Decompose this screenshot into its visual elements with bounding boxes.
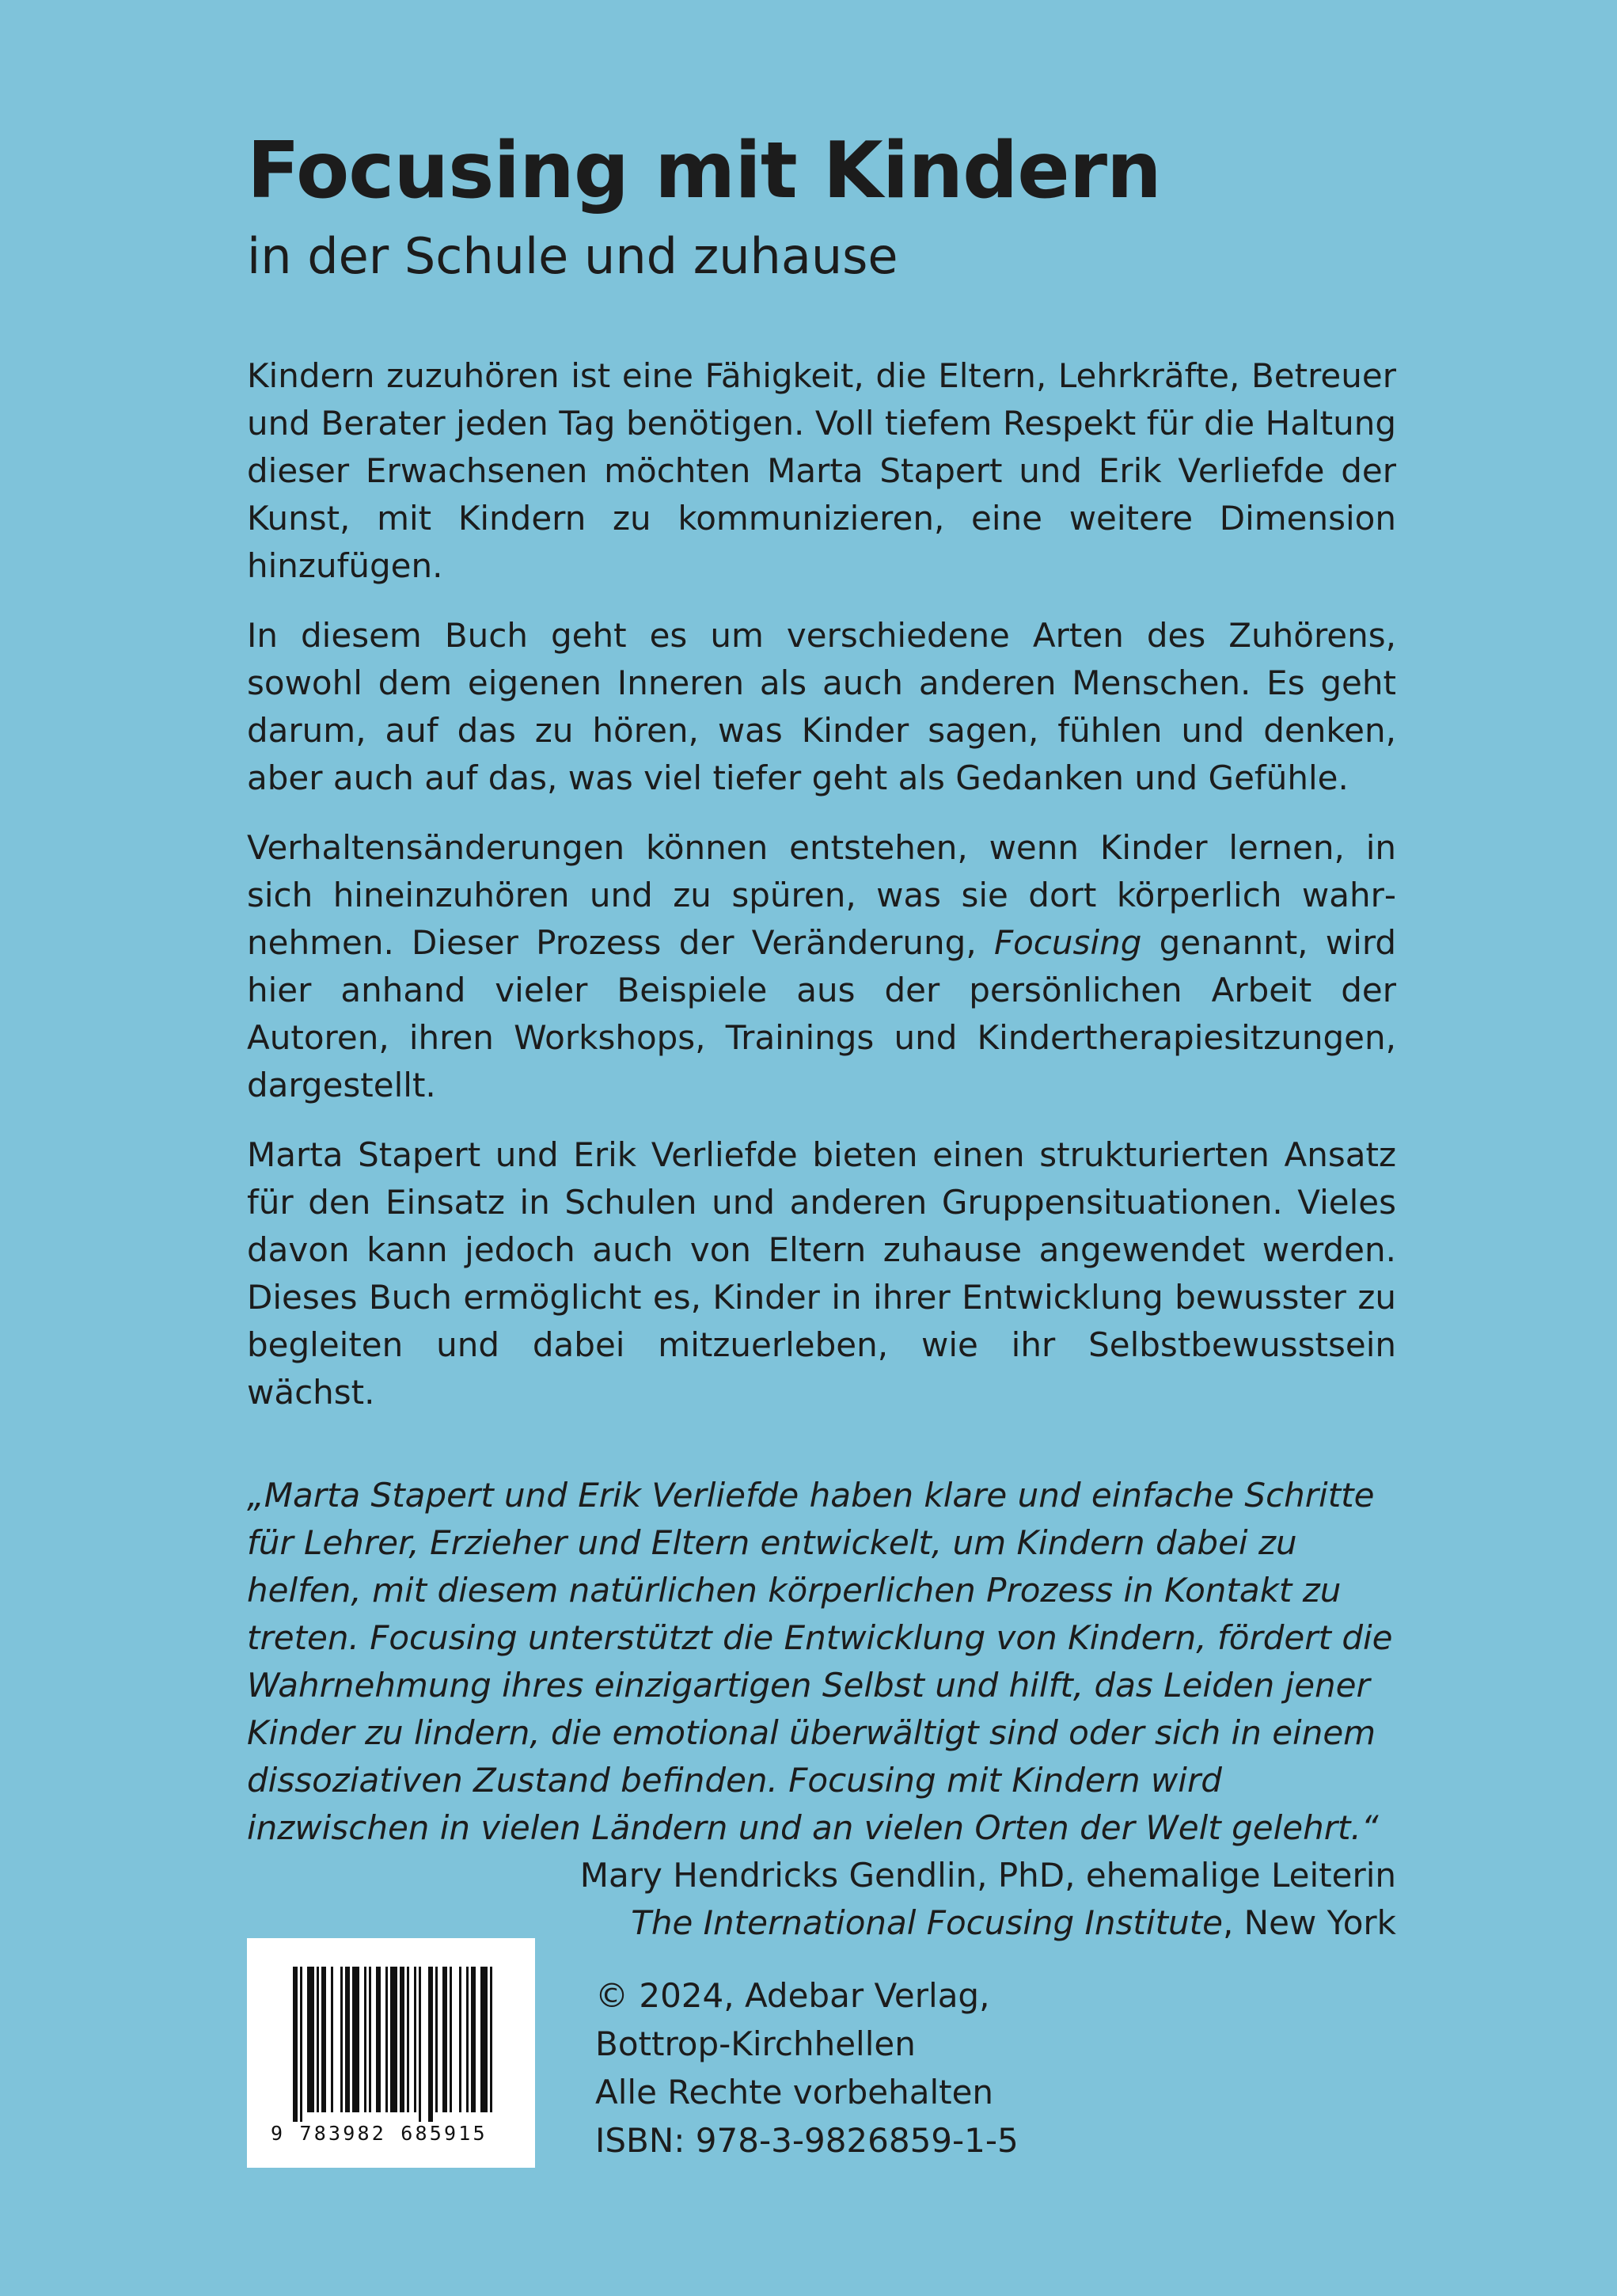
barcode-bar	[345, 1967, 350, 2112]
barcode-bar	[471, 1967, 476, 2112]
barcode-bar	[300, 1967, 302, 2122]
barcode-bar	[376, 1967, 381, 2112]
barcode-bar	[428, 1967, 433, 2122]
institute-name: The International Focusing Institute	[631, 1903, 1223, 1943]
barcode-bar	[385, 1967, 388, 2112]
barcode-bar	[480, 1967, 488, 2112]
barcode-bar	[340, 1967, 343, 2112]
publisher-location: Bottrop-Kirchhellen	[595, 2024, 916, 2063]
blurb-paragraph-3-end: genannt, wird hier anhand vieler Beispiele aus der persönlichen Arbeit der Autoren, ihren Workshops, Trainings und Kindertherapiesitzungen, dargestellt.	[247, 923, 1397, 1105]
testimonial	[247, 1472, 1396, 1947]
barcode-bar	[490, 1967, 492, 2112]
blurb-paragraph-4: Marta Stapert und Erik Verliefde bieten einen strukturierten Ansatz für den Einsatz in Schulen und anderen Gruppensituationen. Vieles davon kann jedoch auch von Eltern zuhause angewendet werden. Dieses Buch ermöglicht es, Kinder in ihrer Entwicklung bewusster zu begleiten und dabei mitzuerleben, wie ihr Selbstbewusstsein wächst.	[247, 1135, 1396, 1412]
barcode-bar	[331, 1967, 333, 2112]
barcode-bar	[364, 1967, 366, 2112]
back-cover-content	[247, 127, 1396, 1947]
barcode-bar	[321, 1967, 326, 2112]
barcode-bar	[307, 1967, 314, 2112]
blurb-paragraph-2: In diesem Buch geht es um verschiedene Arten des Zuhörens, sowohl dem eigenen Inneren als auch anderen Menschen. Es geht darum, auf das zu hören, was Kinder sagen, fühlen und denken, aber auch auf das, was viel tiefer geht als Gedanken und Gefühle.	[247, 616, 1396, 798]
barcode-bar	[352, 1967, 359, 2112]
institute-location: , New York	[1222, 1903, 1396, 1943]
barcode-bar	[466, 1967, 469, 2112]
barcode-bar	[419, 1967, 421, 2122]
book-title: Focusing mit Kindern	[247, 126, 1161, 216]
testimonial-quote: „Marta Stapert und Erik Verliefde haben klare und einfache Schritte für Lehrer, Erzieher und Eltern entwickelt, um Kindern dabei zu helfen, mit diesem natürlichen körperlichen Prozess in Kontakt zu treten. Focusing unterstützt die Entwicklung von Kindern, fördert die Wahrnehmung ihres einzigartigen Selbst und hilft, das Leiden jener Kinder zu lindern, die emotional überwältigt sind oder sich in einem dissoziativen Zustand befinden. Focusing mit Kindern wird inzwischen in vielen Ländern und an vielen Orten der Welt gelehrt.“	[247, 1476, 1393, 1848]
testimonial-author: Mary Hendricks Gendlin, PhD, ehemalige Leiterin	[579, 1856, 1396, 1895]
blurb-paragraph-1: Kindern zuzuhören ist eine Fähigkeit, die Eltern, Lehrkräfte, Betreuer und Berater jeden Tag benötigen. Voll tiefem Respekt für die Haltung dieser Erwachsenen möchten Marta Stapert und Erik Verliefde der Kunst, mit Kindern zu kommunizieren, eine weitere Dimension hinzufügen.	[247, 356, 1396, 586]
barcode-bar	[317, 1967, 319, 2112]
barcode-bar	[407, 1967, 409, 2112]
blurb	[247, 352, 1396, 1416]
publisher-info	[595, 1971, 1019, 2165]
isbn-barcode	[247, 1938, 535, 2168]
blurb-paragraph-3-start: Verhaltensänderungen können entstehen, wenn Kinder lernen, in sich hineinzuhören und zu spüren, was sie dort körperlich wahrnehmen. Dieser Prozess der Veränderung,	[247, 828, 1396, 963]
blurb-paragraph-3	[247, 824, 1396, 1109]
barcode-bar	[414, 1967, 416, 2112]
focusing-term: Focusing	[993, 923, 1142, 963]
book-subtitle: in der Schule und zuhause	[247, 226, 898, 285]
copyright-line: © 2024, Adebar Verlag,	[595, 1976, 990, 2015]
barcode-number: 9 783982 685915	[271, 2122, 488, 2145]
barcode-bar	[450, 1967, 452, 2112]
rights-line: Alle Rechte vorbehalten	[595, 2073, 994, 2112]
barcode-bar	[369, 1967, 371, 2112]
barcode-bar	[442, 1967, 447, 2112]
isbn-line: ISBN: 978-3-9826859-1-5	[595, 2121, 1019, 2160]
barcode-bar	[390, 1967, 397, 2112]
barcode-bar	[459, 1967, 461, 2112]
barcode-bar	[435, 1967, 438, 2112]
barcode-bar	[400, 1967, 404, 2112]
barcode-bar	[293, 1967, 298, 2122]
